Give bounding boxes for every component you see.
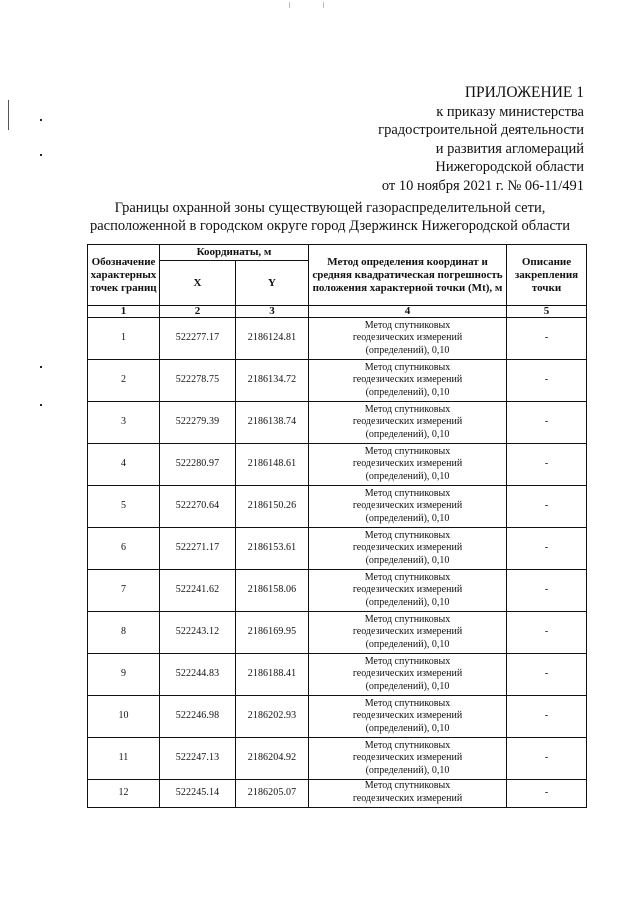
column-number: 4 [309,306,507,318]
method-line: Метод спутниковых [364,361,451,373]
method-cell [309,486,507,528]
method-line: (определений), 0,10 [365,344,450,356]
coord-y: 2186148.61 [236,444,309,486]
table-row [88,360,587,402]
fixing-description: - [507,360,587,402]
coord-x: 522279.39 [160,402,236,444]
method-line: (определений), 0,10 [365,554,450,566]
coord-x: 522277.17 [160,318,236,360]
method-line: Метод спутниковых [364,780,451,791]
method-line: геодезических измерений [352,416,463,428]
scan-dot [40,366,42,368]
method-line: Метод спутниковых [364,697,451,709]
method-cell [309,570,507,612]
scan-dot [40,154,42,156]
table-body [88,318,587,808]
appendix-title: ПРИЛОЖЕНИЕ 1 [464,84,584,101]
table-row [88,780,587,808]
method-line: (определений), 0,10 [365,638,450,650]
fixing-description: - [507,402,587,444]
coord-y: 2186150.26 [236,486,309,528]
point-number: 9 [88,654,160,696]
coord-y: 2186153.61 [236,528,309,570]
method-line: (определений), 0,10 [365,428,450,440]
coord-x: 522271.17 [160,528,236,570]
column-number: 3 [236,306,309,318]
method-line: (определений), 0,10 [365,470,450,482]
coord-x: 522247.13 [160,738,236,780]
method-line: геодезических измерений [352,542,463,554]
appendix-date-number: от 10 ноября 2021 г. № 06-11/491 [381,177,584,194]
fixing-description: - [507,570,587,612]
method-line: геодезических измерений [352,710,463,722]
point-number: 11 [88,738,160,780]
method-line: (определений), 0,10 [365,680,450,692]
method-cell [309,654,507,696]
method-line: Метод спутниковых [364,613,451,625]
coord-x: 522246.98 [160,696,236,738]
scan-margin-line [8,100,9,130]
table-row [88,402,587,444]
coord-x: 522280.97 [160,444,236,486]
method-cell [309,696,507,738]
method-line: (определений), 0,10 [365,722,450,734]
coord-y: 2186169.95 [236,612,309,654]
coord-x: 522243.12 [160,612,236,654]
method-line: геодезических измерений [352,668,463,680]
method-line: Метод спутниковых [364,487,451,499]
table-row [88,528,587,570]
appendix-line: и развития агломераций [435,140,584,157]
method-line: геодезических измерений [352,752,463,764]
method-cell [309,444,507,486]
coord-y: 2186204.92 [236,738,309,780]
point-number: 12 [88,780,160,808]
scan-mark [323,2,324,8]
fixing-description: - [507,486,587,528]
coord-y: 2186124.81 [236,318,309,360]
fixing-description: - [507,780,587,808]
coord-y: 2186138.74 [236,402,309,444]
fixing-description: - [507,318,587,360]
method-cell [309,780,507,808]
method-line: геодезических измерений [352,584,463,596]
point-number: 3 [88,402,160,444]
table-row [88,738,587,780]
point-number: 5 [88,486,160,528]
fixing-description: - [507,528,587,570]
scan-dot [40,119,42,121]
method-line: Метод спутниковых [364,529,451,541]
document-title [70,200,590,235]
fixing-description: - [507,444,587,486]
header-point-designation: Обозначение характерных точек границ [88,245,160,306]
scan-dot [40,404,42,406]
appendix-line: Нижегородской области [435,159,584,176]
method-line: геодезических измерений [352,458,463,470]
appendix-line: градостроительной деятельности [378,122,584,139]
table-row [88,570,587,612]
method-line: Метод спутниковых [364,655,451,667]
point-number: 7 [88,570,160,612]
point-number: 4 [88,444,160,486]
method-line: (определений), 0,10 [365,512,450,524]
method-line: геодезических измерений [352,792,463,804]
coord-y: 2186188.41 [236,654,309,696]
coord-y: 2186158.06 [236,570,309,612]
header-method: Метод определения координат и средняя квадратическая погрешность положения характерной точки (Mt), м [309,245,507,306]
table-row [88,444,587,486]
point-number: 2 [88,360,160,402]
table-row [88,486,587,528]
coord-x: 522245.14 [160,780,236,808]
method-cell [309,360,507,402]
appendix-header [378,84,584,196]
method-line: геодезических измерений [352,500,463,512]
method-line: Метод спутниковых [364,445,451,457]
coord-x: 522278.75 [160,360,236,402]
point-number: 8 [88,612,160,654]
table-row [88,612,587,654]
method-line: геодезических измерений [352,626,463,638]
header-y: Y [236,261,309,306]
column-number: 5 [507,306,587,318]
method-line: (определений), 0,10 [365,764,450,776]
table-row [88,696,587,738]
method-cell [309,738,507,780]
coord-x: 522241.62 [160,570,236,612]
method-line: Метод спутниковых [364,403,451,415]
column-number: 1 [88,306,160,318]
point-number: 1 [88,318,160,360]
fixing-description: - [507,654,587,696]
column-number: 2 [160,306,236,318]
scan-mark [289,2,290,8]
method-line: Метод спутниковых [364,571,451,583]
method-cell [309,402,507,444]
method-line: Метод спутниковых [364,319,451,331]
coord-x: 522270.64 [160,486,236,528]
method-line: Метод спутниковых [364,739,451,751]
table-row [88,318,587,360]
coord-y: 2186202.93 [236,696,309,738]
fixing-description: - [507,696,587,738]
method-cell [309,318,507,360]
point-number: 10 [88,696,160,738]
header-coordinates: Координаты, м [160,245,309,261]
title-line: расположенной в городском округе город Дзержинск Нижегородской области [89,217,571,234]
boundary-points-table [87,244,587,808]
method-line: (определений), 0,10 [365,386,450,398]
coord-y: 2186134.72 [236,360,309,402]
appendix-line: к приказу министерства [436,103,584,120]
fixing-description: - [507,612,587,654]
method-cell [309,612,507,654]
method-cell [309,528,507,570]
header-x: X [160,261,236,306]
header-description: Описание закрепления точки [507,245,587,306]
title-line: Границы охранной зоны существующей газораспределительной сети, [114,200,546,216]
fixing-description: - [507,738,587,780]
coord-x: 522244.83 [160,654,236,696]
method-line: геодезических измерений [352,332,463,344]
point-number: 6 [88,528,160,570]
method-line: геодезических измерений [352,374,463,386]
table-row [88,654,587,696]
coord-y: 2186205.07 [236,780,309,808]
method-line: (определений), 0,10 [365,596,450,608]
